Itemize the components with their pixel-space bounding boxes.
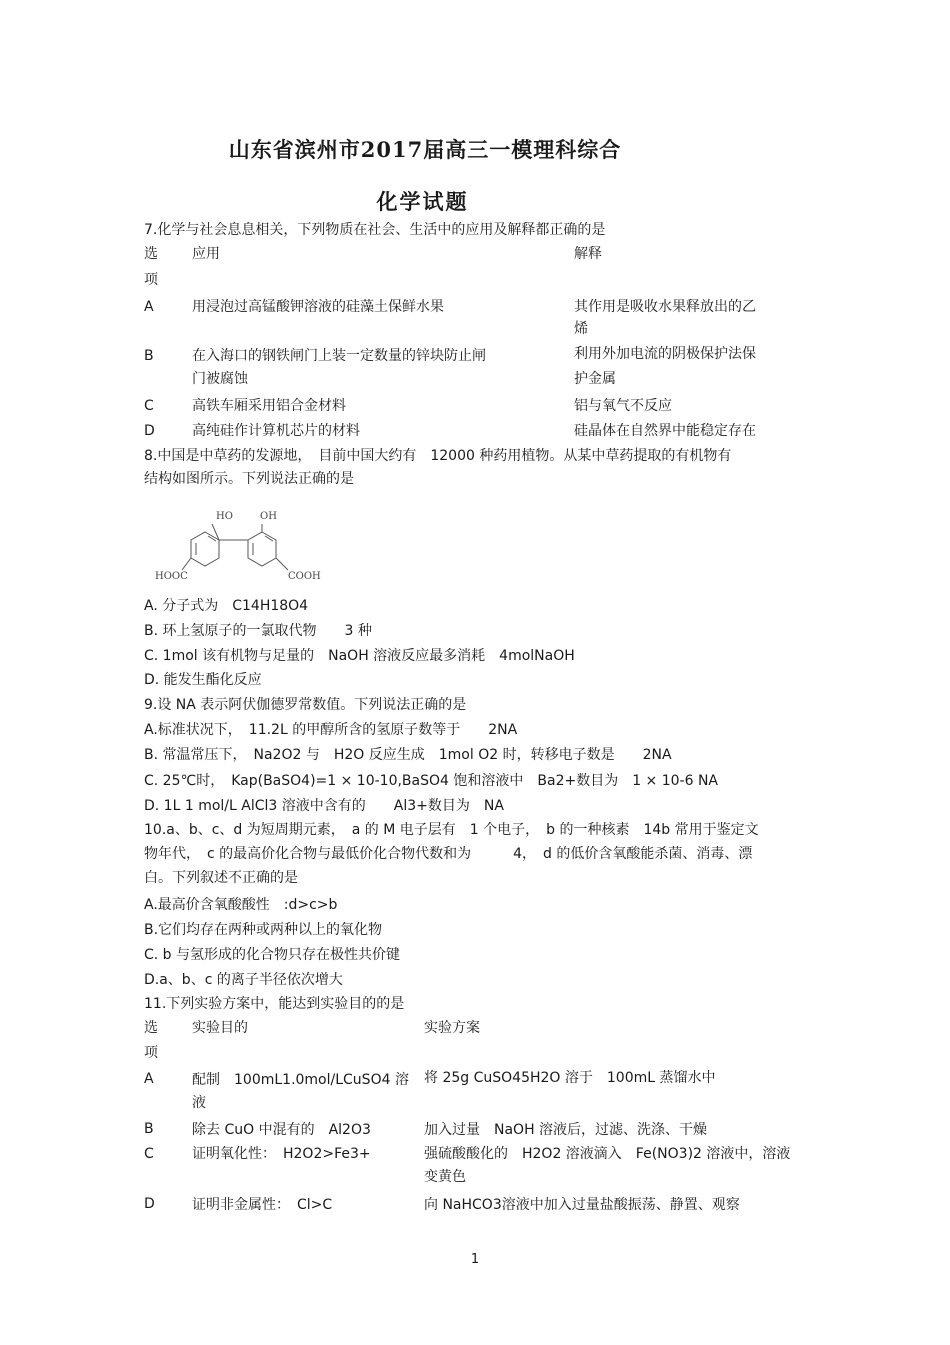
q7-header-use: 应用 [192,246,220,262]
carboxyl-label-right: COOH [288,571,321,582]
q7-row-a-explain: 其作用是吸收水果释放出的乙 [574,299,756,315]
q11-header-purpose: 实验目的 [192,1020,248,1036]
q7-stem: 7.化学与社会息息相关，下列物质在社会、生活中的应用及解释都正确的是 [144,222,606,238]
q11-header-option: 选 [144,1020,158,1036]
q11-row-a-option: A [144,1071,154,1087]
q7-header-explain: 解释 [574,246,602,262]
page-number: 1 [470,1252,480,1267]
q9-option-d: D. 1L 1 mol/L AlCl3 溶液中含有的 Al3+数目为 NA [144,798,504,814]
q8-option-d: D. 能发生酯化反应 [144,672,262,688]
q8-option-c: C. 1mol 该有机物与足量的 NaOH 溶液反应最多消耗 4molNaOH [144,648,575,664]
q10-option-a: A.最高价含氧酸酸性 :d>c>b [144,897,338,913]
q10-stem-3: 白。下列叙述不正确的是 [144,870,298,886]
left-benzene-ring [191,532,219,566]
molecule-structure-diagram [150,500,340,590]
q10-option-b: B.它们均存在两种或两种以上的氧化物 [144,922,383,938]
exam-title: 山东省滨州市2017届高三一模理科综合 [228,137,622,162]
q7-row-a-use: 用浸泡过高锰酸钾溶液的硅藻土保鲜水果 [192,299,444,315]
q7-row-b-explain-2: 护金属 [574,371,616,387]
q11-row-a-purpose-2: 液 [192,1095,206,1111]
q11-row-c-purpose: 证明氧化性： H2O2>Fe3+ [192,1146,371,1162]
q11-header-plan: 实验方案 [424,1020,480,1036]
q10-option-d: D.a、b、c 的离子半径依次增大 [144,972,343,988]
q11-row-b-purpose: 除去 CuO 中混有的 Al2O3 [192,1122,371,1138]
q7-row-b-use-2: 门被腐蚀 [192,371,248,387]
q8-option-b: B. 环上氢原子的一氯取代物 3 种 [144,623,372,639]
q9-option-b: B. 常温常压下， Na2O2 与 H2O 反应生成 1mol O2 时，转移电子数是 2NA [144,747,672,763]
q7-row-c-use: 高铁车厢采用铝合金材料 [192,398,346,414]
q11-row-b-plan: 加入过量 NaOH 溶液后，过滤、洗涤、干燥 [424,1122,708,1138]
q11-row-c-plan-2: 变黄色 [424,1169,466,1185]
q7-row-b-use: 在入海口的钢铁闸门上装一定数量的锌块防止闸 [192,348,486,364]
q7-row-c-explain: 铝与氧气不反应 [574,398,672,414]
q7-header-option: 选 [144,246,158,262]
carboxyl-label-left: HOOC [155,571,188,582]
q9-stem: 9.设 NA 表示阿伏伽德罗常数值。下列说法正确的是 [144,697,467,713]
q9-option-c: C. 25℃时， Kap(BaSO4)=1 × 10-10,BaSO4 饱和溶液中 Ba2+数目为 1 × 10-6 NA [144,773,719,789]
right-benzene-ring [248,532,276,566]
q8-stem-2: 结构如图所示。下列说法正确的是 [144,471,354,487]
hydroxyl-label-right: OH [260,511,277,522]
q11-row-b-option: B [144,1121,154,1137]
q7-row-d-option: D [144,423,155,439]
q7-header-option-2: 项 [144,272,158,288]
q11-row-d-purpose: 证明非金属性： Cl>C [192,1197,333,1213]
q7-row-a-option: A [144,299,154,315]
q8-option-a: A. 分子式为 C14H18O4 [144,598,309,614]
q11-header-option-2: 项 [144,1045,158,1061]
q7-row-d-explain: 硅晶体在自然界中能稳定存在 [574,423,756,439]
q8-stem: 8.中国是中草药的发源地， 目前中国大约有 12000 种药用植物。从某中草药提取的有机物有 [144,448,732,464]
q11-row-a-purpose: 配制 100mL1.0mol/LCuSO4 溶 [192,1072,409,1088]
q7-row-b-explain: 利用外加电流的阴极保护法保 [574,346,756,362]
q7-row-a-explain-2: 烯 [574,321,588,337]
q10-option-c: C. b 与氢形成的化合物只存在极性共价键 [144,947,401,963]
q7-row-c-option: C [144,398,154,414]
q7-row-d-use: 高纯硅作计算机芯片的材料 [192,423,360,439]
q11-row-c-option: C [144,1146,154,1162]
q11-row-a-plan: 将 25g CuSO45H2O 溶于 100mL 蒸馏水中 [424,1070,716,1086]
hydroxyl-label-left: HO [216,511,233,522]
q10-stem: 10.a、b、c、d 为短周期元素， a 的 M 电子层有 1 个电子， b 的一种核素 14b 常用于鉴定文 [144,822,759,838]
q7-row-b-option: B [144,348,154,364]
q9-option-a: A.标准状况下， 11.2L 的甲醇所含的氢原子数等于 2NA [144,722,518,738]
q10-stem-2: 物年代， c 的最高价化合物与最低价化合物代数和为 4， d 的低价含氧酸能杀菌、消毒、漂 [144,846,753,862]
q11-row-d-option: D [144,1196,155,1212]
q11-row-d-plan: 向 NaHCO3溶液中加入过量盐酸振荡、静置、观察 [424,1197,740,1213]
q11-stem: 11.下列实验方案中，能达到实验目的的是 [144,996,405,1012]
q11-row-c-plan: 强硫酸酸化的 H2O2 溶液滴入 Fe(NO3)2 溶液中，溶液 [424,1146,791,1162]
exam-subtitle: 化学试题 [376,189,469,214]
